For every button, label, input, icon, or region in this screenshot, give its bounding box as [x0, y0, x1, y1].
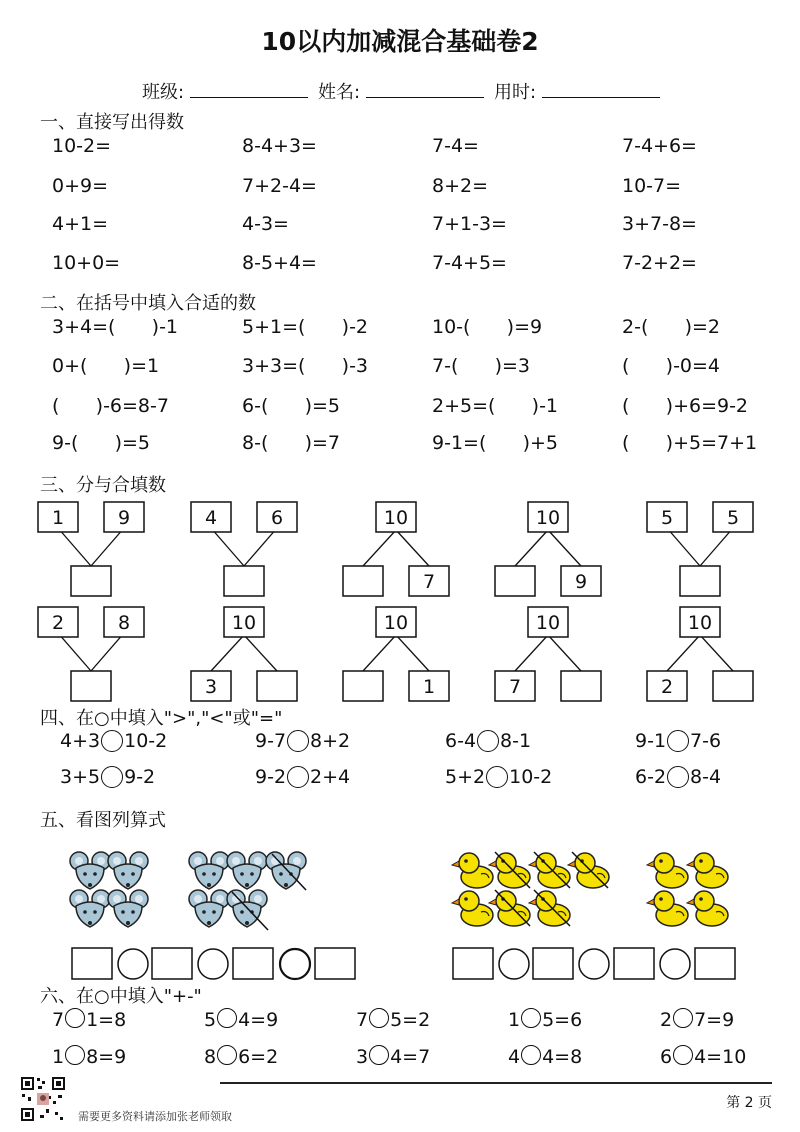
answer-box[interactable]: [680, 566, 720, 596]
rest-expression: 5=2: [390, 1009, 431, 1031]
time-blank: [542, 81, 660, 98]
fill-blank-problem: ( )-0=4: [622, 355, 721, 377]
number-box: [104, 502, 144, 532]
right-expression: 10-2: [124, 730, 168, 752]
rest-expression: 6=2: [238, 1046, 279, 1068]
number-box: [713, 502, 753, 532]
box-number: 10: [383, 612, 409, 634]
picture-problems: [0, 840, 800, 985]
box-number: 8: [117, 612, 131, 634]
chick-icon: [647, 891, 688, 926]
answer-box[interactable]: [72, 948, 112, 979]
operator-problem: [52, 1045, 126, 1068]
box-number: 2: [51, 612, 65, 634]
fill-blank-problem: 7-( )=3: [432, 355, 531, 377]
answer-box[interactable]: [257, 671, 297, 701]
first-number: 2: [660, 1009, 673, 1031]
section-6-heading: 六、在○中填入"+-": [40, 986, 202, 1007]
operator-problem: [52, 1008, 126, 1031]
operator-problem: [508, 1045, 582, 1068]
fill-blank-problem: 2+5=( )-1: [432, 395, 559, 417]
operator-circle[interactable]: [521, 1008, 541, 1028]
first-number: 5: [204, 1009, 217, 1031]
first-number: 1: [508, 1009, 521, 1031]
arithmetic-problem: 7-4+5=: [432, 252, 507, 274]
fill-blank-problem: 8-( )=7: [242, 432, 341, 454]
number-box: [191, 671, 231, 701]
operator-problem: [204, 1008, 278, 1031]
box-number: 9: [117, 507, 131, 529]
fill-blank-problem: 10-( )=9: [432, 316, 543, 338]
operator-problem: [204, 1045, 278, 1068]
mouse-icon: [189, 852, 229, 889]
connector-line: [515, 530, 548, 566]
fill-blank-problem: ( )+6=9-2: [622, 395, 749, 417]
compare-circle[interactable]: [101, 766, 123, 788]
fill-blank-problem: 9-1=( )+5: [432, 432, 559, 454]
connector-line: [548, 530, 581, 566]
operator-circle[interactable]: [217, 1008, 237, 1028]
number-box[interactable]: [713, 671, 753, 701]
connector-line: [58, 633, 91, 671]
connector-line: [667, 528, 700, 566]
mouse-icon: [108, 852, 148, 889]
answer-box[interactable]: [71, 566, 111, 596]
right-expression: 2+4: [310, 766, 351, 788]
box-number: 10: [535, 507, 561, 529]
first-number: 1: [52, 1046, 65, 1068]
operator-problem: [508, 1008, 582, 1031]
number-box: [257, 502, 297, 532]
left-expression: 9-2: [255, 766, 287, 788]
number-box: [409, 566, 449, 596]
box-number: 9: [574, 571, 588, 593]
mouse-icon: [108, 890, 148, 927]
operator-circle[interactable]: [499, 949, 529, 979]
answer-box[interactable]: [614, 948, 654, 979]
fill-blank-problem: 0+( )=1: [52, 355, 160, 377]
fill-blank-problem: 3+3=( )-3: [242, 355, 369, 377]
compare-circle[interactable]: [667, 766, 689, 788]
first-number: 4: [508, 1046, 521, 1068]
box-number: 10: [687, 612, 713, 634]
connector-line: [91, 633, 124, 671]
arithmetic-problem: 8-5+4=: [242, 252, 317, 274]
connector-line: [700, 635, 733, 671]
section-5-heading: 五、看图列算式: [40, 810, 166, 831]
operator-problem: [356, 1045, 430, 1068]
operator-circle[interactable]: [521, 1045, 541, 1065]
comparison-problem: [255, 766, 350, 788]
number-box[interactable]: [561, 671, 601, 701]
section-3-heading: 三、分与合填数: [40, 475, 166, 496]
number-box: [647, 671, 687, 701]
operator-problem: [660, 1008, 734, 1031]
left-expression: 6-2: [635, 766, 667, 788]
footer-note: 需要更多资料请添加张老师领取: [78, 1110, 232, 1123]
arithmetic-problem: 4-3=: [242, 213, 289, 235]
right-expression: 8+2: [310, 730, 351, 752]
operator-circle[interactable]: [280, 949, 310, 979]
answer-box[interactable]: [561, 671, 601, 701]
connector-line: [700, 528, 733, 566]
arithmetic-problem: 0+9=: [52, 175, 109, 197]
compare-circle[interactable]: [101, 730, 123, 752]
number-box[interactable]: [71, 671, 111, 701]
arithmetic-problem: 8-4+3=: [242, 135, 317, 157]
first-number: 6: [660, 1046, 673, 1068]
compare-circle[interactable]: [477, 730, 499, 752]
box-number: 1: [422, 676, 436, 698]
fill-blank-problem: ( )+5=7+1: [622, 432, 758, 454]
fill-blank-problem: 9-( )=5: [52, 432, 151, 454]
connector-line: [363, 635, 396, 671]
connector-line: [667, 635, 700, 671]
operator-problem: [660, 1045, 746, 1068]
number-box[interactable]: [224, 566, 264, 596]
arithmetic-problem: 7+2-4=: [242, 175, 317, 197]
box-number: 10: [383, 507, 409, 529]
operator-circle[interactable]: [369, 1045, 389, 1065]
connector-line: [211, 635, 244, 671]
comparison-problem: [635, 766, 721, 788]
number-box: [495, 671, 535, 701]
chick-icon: [452, 853, 493, 888]
right-expression: 10-2: [509, 766, 553, 788]
box-number: 2: [660, 676, 674, 698]
mouse-icon: [70, 890, 110, 927]
name-label: 姓名:: [318, 82, 361, 103]
answer-box[interactable]: [495, 566, 535, 596]
connector-line: [396, 635, 429, 671]
rest-expression: 4=10: [694, 1046, 747, 1068]
page-number: 第 2 页: [726, 1095, 772, 1111]
time-label: 用时:: [494, 82, 537, 103]
number-box: [38, 607, 78, 637]
class-blank: [190, 81, 308, 98]
rest-expression: 8=9: [86, 1046, 127, 1068]
arithmetic-problem: 8+2=: [432, 175, 489, 197]
operator-circle[interactable]: [198, 949, 228, 979]
arithmetic-problem: 7-4+6=: [622, 135, 697, 157]
answer-row-right: [453, 948, 735, 979]
first-number: 7: [356, 1009, 369, 1031]
arithmetic-problem: 3+7-8=: [622, 213, 697, 235]
number-box[interactable]: [343, 566, 383, 596]
right-expression: 7-6: [690, 730, 722, 752]
fill-blank-problem: 6-( )=5: [242, 395, 341, 417]
answer-box[interactable]: [233, 948, 273, 979]
number-box[interactable]: [343, 671, 383, 701]
rest-expression: 4=8: [542, 1046, 583, 1068]
number-box: [38, 502, 78, 532]
operator-circle[interactable]: [65, 1008, 85, 1028]
left-expression: 9-7: [255, 730, 287, 752]
compare-circle[interactable]: [287, 766, 309, 788]
operator-problem: [356, 1008, 430, 1031]
answer-box[interactable]: [315, 948, 355, 979]
rest-expression: 5=6: [542, 1009, 583, 1031]
arithmetic-problem: 7-4=: [432, 135, 479, 157]
connector-line: [396, 530, 429, 566]
operator-circle[interactable]: [217, 1045, 237, 1065]
comparison-problem: [445, 730, 531, 752]
box-number: 6: [270, 507, 284, 529]
section-2-heading: 二、在括号中填入合适的数: [40, 293, 256, 314]
section-4-heading: 四、在○中填入">","<"或"=": [40, 708, 283, 729]
qr-code-icon: [20, 1076, 66, 1122]
comparison-problem: [255, 730, 350, 752]
answer-box[interactable]: [71, 671, 111, 701]
mouse-icon: [189, 890, 229, 927]
connector-line: [58, 528, 91, 566]
comparison-problem: [60, 766, 155, 788]
time-field: [494, 78, 660, 104]
connector-line: [515, 635, 548, 671]
answer-box[interactable]: [533, 948, 573, 979]
first-number: 8: [204, 1046, 217, 1068]
left-expression: 3+5: [60, 766, 101, 788]
right-expression: 8-1: [500, 730, 532, 752]
number-box: [528, 502, 568, 532]
fill-blank-problem: ( )-6=8-7: [52, 395, 169, 417]
rest-expression: 1=8: [86, 1009, 127, 1031]
mouse-icon: [227, 852, 267, 889]
box-number: 1: [51, 507, 65, 529]
rest-expression: 4=9: [238, 1009, 279, 1031]
operator-circle[interactable]: [65, 1045, 85, 1065]
number-box: [409, 671, 449, 701]
comparison-problem: [445, 766, 552, 788]
class-label: 班级:: [142, 82, 185, 103]
connector-line: [244, 635, 277, 671]
first-number: 3: [356, 1046, 369, 1068]
section-1-heading: 一、直接写出得数: [40, 112, 184, 133]
left-expression: 4+3: [60, 730, 101, 752]
number-box[interactable]: [71, 566, 111, 596]
number-box[interactable]: [257, 671, 297, 701]
arithmetic-problem: 7+1-3=: [432, 213, 507, 235]
number-box[interactable]: [495, 566, 535, 596]
chick-icon: [687, 891, 728, 926]
box-number: 7: [422, 571, 436, 593]
compare-circle[interactable]: [287, 730, 309, 752]
footer-divider: [220, 1082, 772, 1084]
number-box[interactable]: [680, 566, 720, 596]
left-expression: 6-4: [445, 730, 477, 752]
connector-line: [211, 528, 244, 566]
answer-box[interactable]: [713, 671, 753, 701]
number-box: [376, 607, 416, 637]
operator-circle[interactable]: [118, 949, 148, 979]
arithmetic-problem: 10-2=: [52, 135, 112, 157]
box-number: 10: [231, 612, 257, 634]
box-number: 10: [535, 612, 561, 634]
right-expression: 9-2: [124, 766, 156, 788]
number-box: [561, 566, 601, 596]
name-field: [318, 78, 484, 104]
left-expression: 9-1: [635, 730, 667, 752]
fill-blank-problem: 3+4=( )-1: [52, 316, 179, 338]
box-number: 7: [508, 676, 522, 698]
answer-box[interactable]: [695, 948, 735, 979]
box-number: 5: [660, 507, 674, 529]
number-box: [376, 502, 416, 532]
fill-blank-problem: 5+1=( )-2: [242, 316, 369, 338]
arithmetic-problem: 4+1=: [52, 213, 109, 235]
arithmetic-problem: 10-7=: [622, 175, 682, 197]
comparison-problem: [60, 730, 167, 752]
operator-circle[interactable]: [660, 949, 690, 979]
connector-line: [363, 530, 396, 566]
number-box: [528, 607, 568, 637]
number-box: [224, 607, 264, 637]
number-box: [191, 502, 231, 532]
connector-line: [548, 635, 581, 671]
answer-box[interactable]: [224, 566, 264, 596]
compare-circle[interactable]: [486, 766, 508, 788]
answer-box[interactable]: [343, 566, 383, 596]
class-field: [142, 78, 308, 104]
chick-icon: [452, 891, 493, 926]
first-number: 7: [52, 1009, 65, 1031]
box-number: 3: [204, 676, 218, 698]
operator-circle[interactable]: [579, 949, 609, 979]
box-number: 5: [726, 507, 740, 529]
chick-icon: [647, 853, 688, 888]
operator-circle[interactable]: [673, 1008, 693, 1028]
number-box: [104, 607, 144, 637]
operator-circle[interactable]: [369, 1008, 389, 1028]
rest-expression: 4=7: [390, 1046, 431, 1068]
right-expression: 8-4: [690, 766, 722, 788]
chick-icon: [687, 853, 728, 888]
answer-box[interactable]: [453, 948, 493, 979]
answer-box[interactable]: [343, 671, 383, 701]
connector-line: [91, 528, 124, 566]
rest-expression: 7=9: [694, 1009, 735, 1031]
answer-row-left: [72, 948, 355, 979]
mouse-icon: [70, 852, 110, 889]
number-box: [647, 502, 687, 532]
fill-blank-problem: 2-( )=2: [622, 316, 721, 338]
answer-box[interactable]: [152, 948, 192, 979]
name-blank: [366, 81, 484, 98]
comparison-problem: [635, 730, 721, 752]
box-number: 4: [204, 507, 218, 529]
connector-line: [244, 528, 277, 566]
arithmetic-problem: 7-2+2=: [622, 252, 697, 274]
arithmetic-problem: 10+0=: [52, 252, 121, 274]
number-box: [680, 607, 720, 637]
split-combine-diagrams: [0, 495, 800, 705]
compare-circle[interactable]: [667, 730, 689, 752]
page-title: 10以内加减混合基础卷2: [261, 27, 539, 56]
left-expression: 5+2: [445, 766, 486, 788]
operator-circle[interactable]: [673, 1045, 693, 1065]
